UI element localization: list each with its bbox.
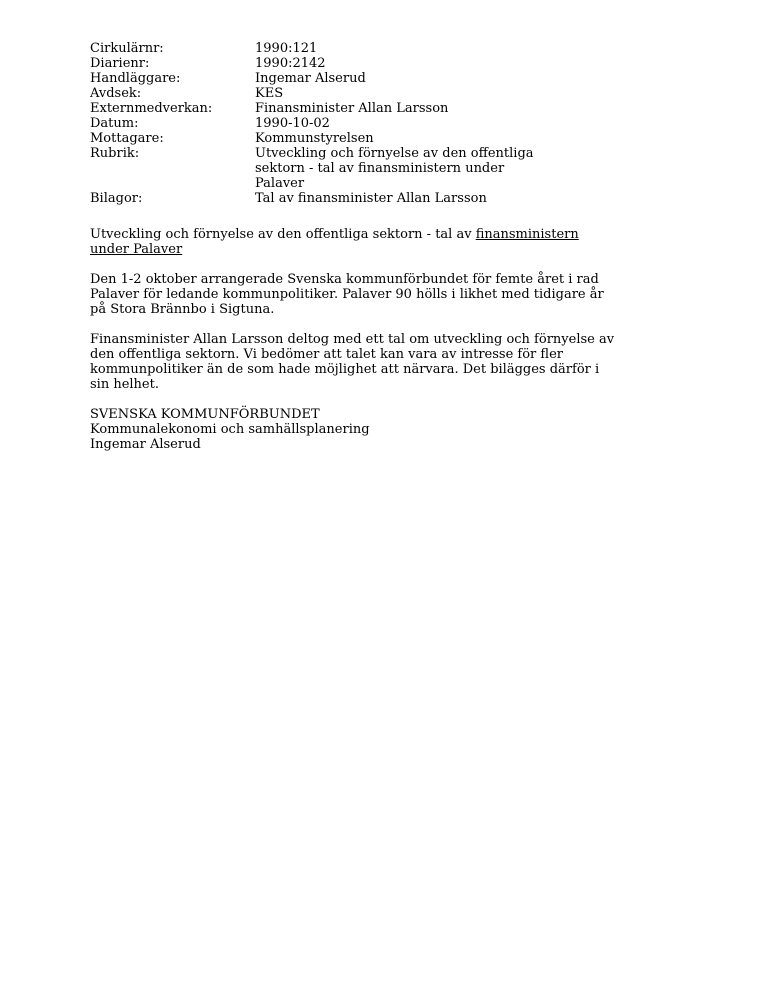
paragraph-intro: Den 1-2 oktober arrangerade Svenska kommunförbundet för femte året i rad Palaver för ledande kommunpolitiker. Palaver 90 hölls i likhet med tidigare år på Stora Brännbo i Sigtuna. — [90, 272, 604, 317]
title-underlined-text: finansministern under Palaver — [90, 227, 579, 257]
field-label: Avdsek: — [90, 86, 142, 101]
organization-block — [90, 407, 620, 437]
signature: Ingemar Alserud — [90, 437, 201, 452]
field-rubrik — [90, 146, 555, 191]
title-text: Utveckling och förnyelse av den offentliga sektorn - tal av — [90, 227, 476, 242]
field-label: Bilagor: — [90, 191, 143, 206]
paragraph-speech: Finansminister Allan Larsson deltog med ett tal om utveckling och förnyelse av den offentliga sektorn. Vi bedömer att talet kan vara av intresse för fler kommunpolitiker än de som hade möjlighet att närvara. Det bilägges därför i sin helhet. — [90, 332, 615, 392]
field-value: Kommunstyrelsen — [255, 131, 374, 146]
field-value: KES — [255, 86, 284, 101]
field-bilagor — [90, 191, 555, 206]
field-label: Cirkulärnr: — [90, 41, 164, 56]
field-label: Diarienr: — [90, 56, 150, 71]
field-diarienr — [90, 56, 555, 71]
field-value: Tal av finansminister Allan Larsson — [255, 191, 487, 206]
field-label: Handläggare: — [90, 71, 181, 86]
document-title — [90, 227, 620, 257]
field-label: Externmedverkan: — [90, 101, 213, 116]
field-cirkularnr — [90, 41, 555, 56]
field-value: Ingemar Alserud — [255, 71, 366, 86]
field-avdsek — [90, 86, 555, 101]
field-handlaggare — [90, 71, 555, 86]
organization-name: SVENSKA KOMMUNFÖRBUNDET — [90, 407, 320, 422]
field-externmedverkan — [90, 101, 555, 116]
organization-department: Kommunalekonomi och samhällsplanering — [90, 422, 370, 437]
field-label: Rubrik: — [90, 146, 140, 161]
document-body — [90, 227, 620, 467]
field-mottagare — [90, 131, 555, 146]
header-metadata — [90, 41, 555, 206]
field-value: Finansminister Allan Larsson — [255, 101, 449, 116]
field-label: Mottagare: — [90, 131, 164, 146]
field-value: 1990:121 — [255, 41, 318, 56]
field-datum — [90, 116, 555, 131]
field-label: Datum: — [90, 116, 139, 131]
field-value: 1990:2142 — [255, 56, 326, 71]
field-value: Utveckling och förnyelse av den offentliga sektorn - tal av finansministern under Palaver — [255, 146, 534, 191]
field-value: 1990-10-02 — [255, 116, 330, 131]
